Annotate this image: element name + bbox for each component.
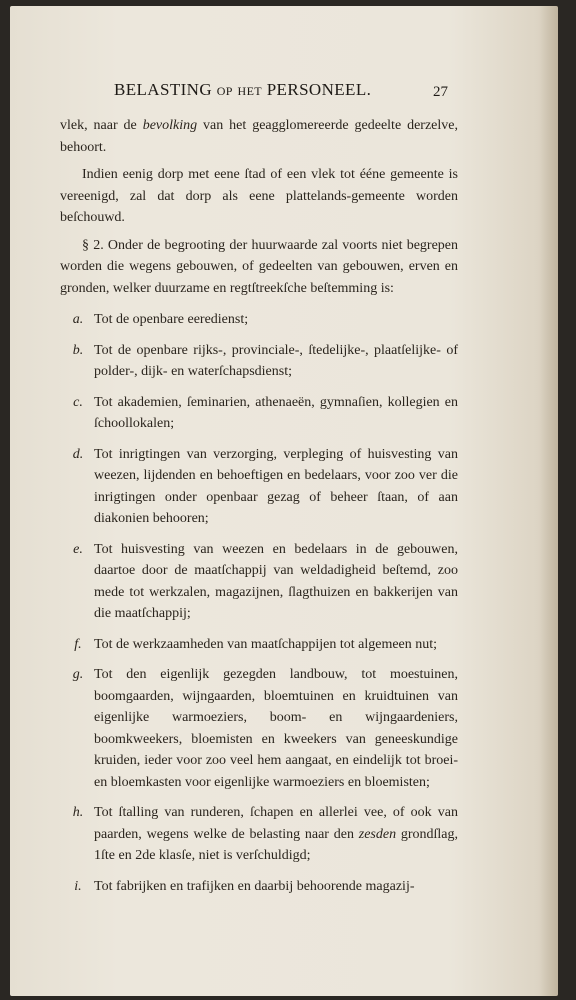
- header-word-1: BELASTING: [114, 80, 213, 99]
- list-item-h: [60, 802, 458, 867]
- p1-italic: bevolking: [142, 118, 198, 133]
- list-item-text: Tot akademien, ſeminarien, athenaeën, gymnaſien, kollegien en ſchoollokalen;: [94, 394, 458, 431]
- page-number: 27: [433, 84, 448, 100]
- p1-text-a: vlek, naar de: [60, 118, 143, 133]
- list-item-text: Tot de openbare eeredienst;: [94, 312, 249, 327]
- paragraph-continuation: [60, 115, 458, 158]
- page-edge-shadow: [540, 6, 558, 996]
- list-letter: e.: [73, 541, 83, 557]
- list-item-text: Tot den eigenlijk gezegden landbouw, tot moestuinen, boomgaarden, wijngaarden, bloemtuinen en kruidtuinen van eigenlijke warmoeziers, boom- en wijngaardeniers, boomkweekers, bloemisten en kweekers van geneeskundige kruiden, ieder voor zoo veel hem aangaat, en eindelijk tot broei- en bloemkasten voor eigenlijke warmoeziers en bloemisten;: [94, 667, 458, 790]
- list-item-i: [60, 876, 458, 898]
- list-item-a: [60, 309, 458, 331]
- list-letter: b.: [72, 342, 84, 358]
- header-word-3: HET: [237, 84, 263, 98]
- h-italic: zesden: [358, 826, 397, 842]
- paragraph-dorp: Indien eenig dorp met eene ſtad of een vlek tot ééne gemeente is vereenigd, zal dat dorp als eene plattelands-gemeente worden beſchouwd.: [60, 167, 458, 225]
- list-item-e: [60, 539, 458, 625]
- list-letter: i.: [74, 878, 82, 894]
- paragraph-section-2: § 2. Onder de begrooting der huurwaarde zal voorts niet begrepen worden die wegens gebouwen, of gedeelten van gebouwen, erven en gronden, welker duurzame en regtſtreekſche beſtemming is:: [60, 237, 458, 296]
- list-letter: d.: [72, 446, 84, 462]
- list-item-d: [60, 444, 458, 530]
- header-word-4: PERSONEEL.: [266, 80, 372, 99]
- list-item-text: Tot fabrijken en trafijken en daarbij behoorende magazij-: [94, 878, 415, 894]
- list-letter: g.: [72, 667, 84, 682]
- list-letter: f.: [74, 636, 82, 652]
- list-letter: a.: [72, 312, 84, 327]
- list-item-f: [60, 634, 458, 656]
- h-text-a: Tot ſtalling van runderen, ſchapen en allerlei vee, of ook van paarden, wegens welke de belasting naar den: [94, 805, 458, 842]
- list-item-text: Tot de werkzaamheden van maatſchappijen tot algemeen nut;: [94, 636, 438, 652]
- list-item-text: [94, 802, 458, 867]
- exemption-list: [60, 309, 458, 897]
- h-text-b: grondſlag, 1ſte en 2de klasſe, niet is verſchuldigd;: [94, 826, 459, 863]
- list-item-text: Tot huisvesting van weezen en bedelaars in de gebouwen, daartoe door de maatſchappij van weldadigheid beſtemd, zoo mede tot werkzalen, magazijnen, ſlagthuizen en bakkerijen van die maatſchappij;: [94, 541, 458, 621]
- list-item-c: [60, 392, 458, 435]
- body-text: [60, 115, 458, 906]
- list-item-b: [60, 340, 458, 383]
- header-word-2: OP: [216, 84, 233, 98]
- list-letter: h.: [72, 805, 84, 820]
- p1-text-b: van het geagglomereerde gedeelte derzelve, behoort.: [60, 118, 458, 155]
- list-item-g: [60, 664, 458, 793]
- running-header: [114, 80, 464, 100]
- list-item-text: Tot inrigtingen van verzorging, verpleging of huisvesting van weezen, lijdenden en behoeftigen en bedelaars, voor zoo ver die inrigtingen onder openbaar gezag of beheer ſtaan, of aan diakonien behooren;: [94, 446, 458, 526]
- list-letter: c.: [73, 394, 83, 410]
- list-item-text: Tot de openbare rijks-, provinciale-, ſtedelijke-, plaatſelijke- of polder-, dijk- en waterſchapsdienst;: [94, 342, 458, 379]
